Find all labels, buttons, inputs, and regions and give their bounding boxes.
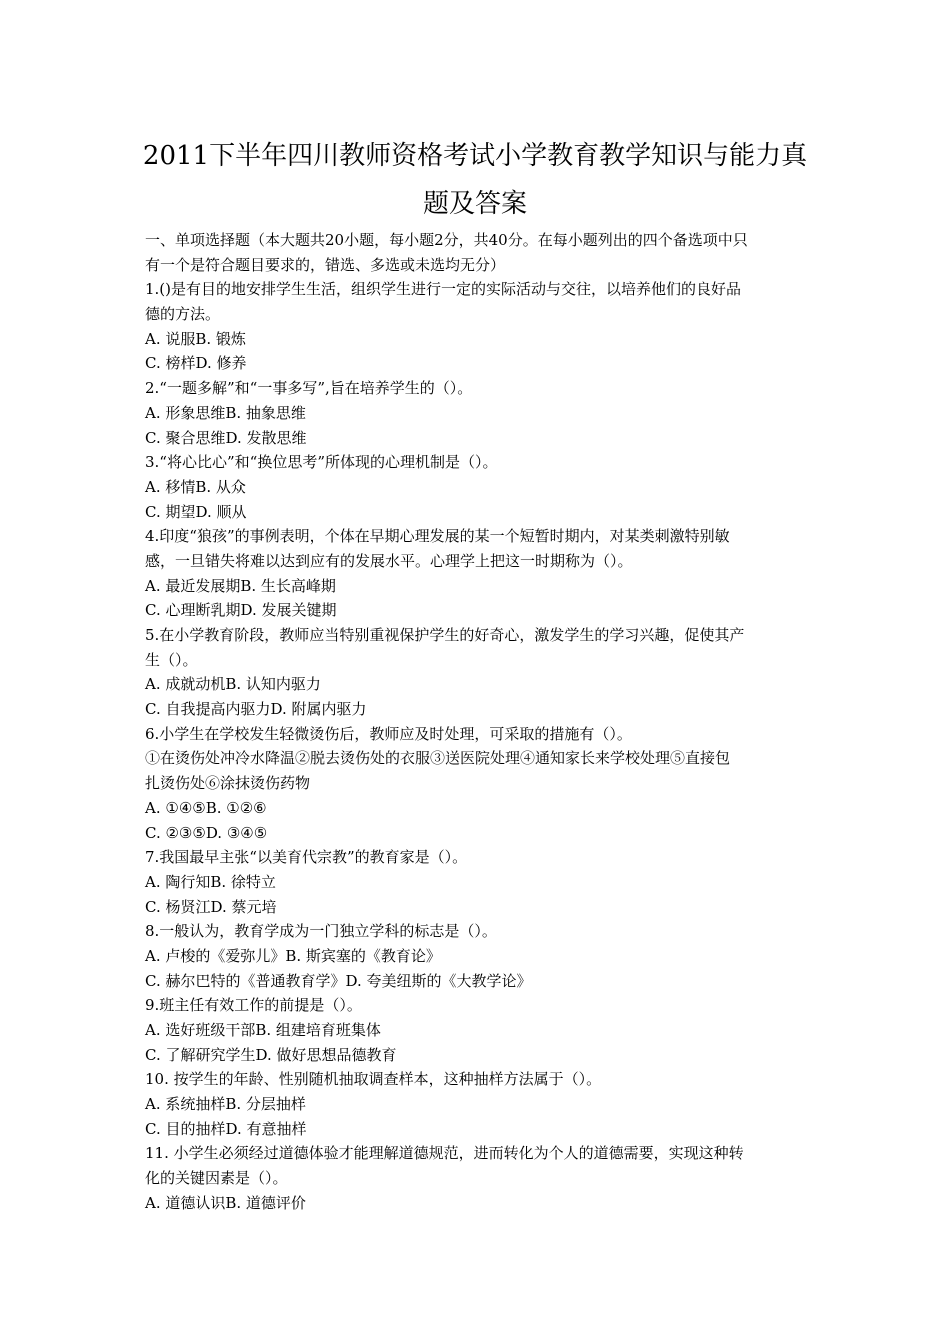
text-line: A. ①④⑤B. ①②⑥ <box>145 798 267 817</box>
text-line: A. 卢梭的《爱弥儿》B. 斯宾塞的《教育论》 <box>145 946 441 965</box>
text-line: C. 杨贤江D. 蔡元培 <box>145 897 277 916</box>
text-line: 感，一旦错失将难以达到应有的发展水平。心理学上把这一时期称为（）。 <box>145 551 633 570</box>
text-line: 5.在小学教育阶段，教师应当特别重视保护学生的好奇心，激发学生的学习兴趣，促使其产 <box>145 626 745 644</box>
text-line: A. 系统抽样B. 分层抽样 <box>145 1095 306 1114</box>
text-line: 一、单项选择题（本大题共20小题，每小题2分，共40分。在每小题列出的四个备选项中只 <box>145 231 748 249</box>
text-line: ①在烫伤处冲冷水降温②脱去烫伤处的衣服③送医院处理④通知家长来学校处理⑤直接包 <box>145 749 731 768</box>
text-line: 1.()是有目的地安排学生生活，组织学生进行一定的实际活动与交往，以培养他们的良好品 <box>145 280 742 299</box>
text-line: A. 形象思维B. 抽象思维 <box>145 403 306 422</box>
text-line: C. 期望D. 顺从 <box>145 502 247 521</box>
document-body <box>145 228 810 1216</box>
text-line: 4.印度“狼孩”的事例表明，个体在早期心理发展的某一个短暂时期内，对某类刺激特别敏 <box>145 527 730 546</box>
text-line: C. 榜样D. 修养 <box>145 354 247 373</box>
text-line: 3.“将心比心”和“换位思考”所体现的心理机制是（）。 <box>145 453 498 472</box>
text-line: C. 心理断乳期D. 发展关键期 <box>145 601 337 620</box>
text-line: 6.小学生在学校发生轻微烫伤后，教师应及时处理，可采取的措施有（）。 <box>145 724 632 743</box>
text-line: 德的方法。 <box>145 305 221 324</box>
text-line: A. 道德认识B. 道德评价 <box>145 1193 306 1212</box>
text-line: 9.班主任有效工作的前提是（）。 <box>145 996 362 1015</box>
text-line: A. 选好班级干部B. 组建培育班集体 <box>145 1021 381 1039</box>
text-line: 10. 按学生的年龄、性别随机抽取调查样本，这种抽样方法属于（）。 <box>145 1070 602 1089</box>
text-line: C. 聚合思维D. 发散思维 <box>145 428 307 447</box>
text-line: 有一个是符合题目要求的，错选、多选或未选均无分） <box>145 255 506 274</box>
text-line: 8.一般认为，教育学成为一门独立学科的标志是（）。 <box>145 922 497 941</box>
text-line: 2.“一题多解”和“一事多写”,旨在培养学生的（）。 <box>145 379 473 398</box>
text-line: C. ②③⑤D. ③④⑤ <box>145 823 268 842</box>
text-line: C. 了解研究学生D. 做好思想品德教育 <box>145 1045 397 1064</box>
text-line: A. 说服B. 锻炼 <box>145 329 246 348</box>
text-line: 扎烫伤处⑥涂抹烫伤药物 <box>145 774 311 793</box>
text-line: 生（）。 <box>145 650 198 669</box>
text-line: A. 陶行知B. 徐特立 <box>145 872 276 891</box>
text-line: 化的关键因素是（）。 <box>145 1169 288 1188</box>
text-line: A. 最近发展期B. 生长高峰期 <box>145 576 336 595</box>
text-line: C. 目的抽样D. 有意抽样 <box>145 1119 307 1138</box>
text-line: A. 移情B. 从众 <box>145 477 246 496</box>
text-line: 7.我国最早主张“以美育代宗教”的教育家是（）。 <box>145 848 468 867</box>
text-line: C. 赫尔巴特的《普通教育学》D. 夸美纽斯的《大教学论》 <box>145 971 532 990</box>
text-line: 11. 小学生必须经过道德体验才能理解道德规范，进而转化为个人的道德需要，实现这种转 <box>145 1144 744 1163</box>
document-title-line-2: 题及答案 <box>422 189 527 219</box>
text-line: A. 成就动机B. 认知内驱力 <box>145 675 321 694</box>
document-title-line-1: 2011下半年四川教师资格考试小学教育教学知识与能力真 <box>142 141 808 171</box>
text-line: C. 自我提高内驱力D. 附属内驱力 <box>145 700 367 719</box>
